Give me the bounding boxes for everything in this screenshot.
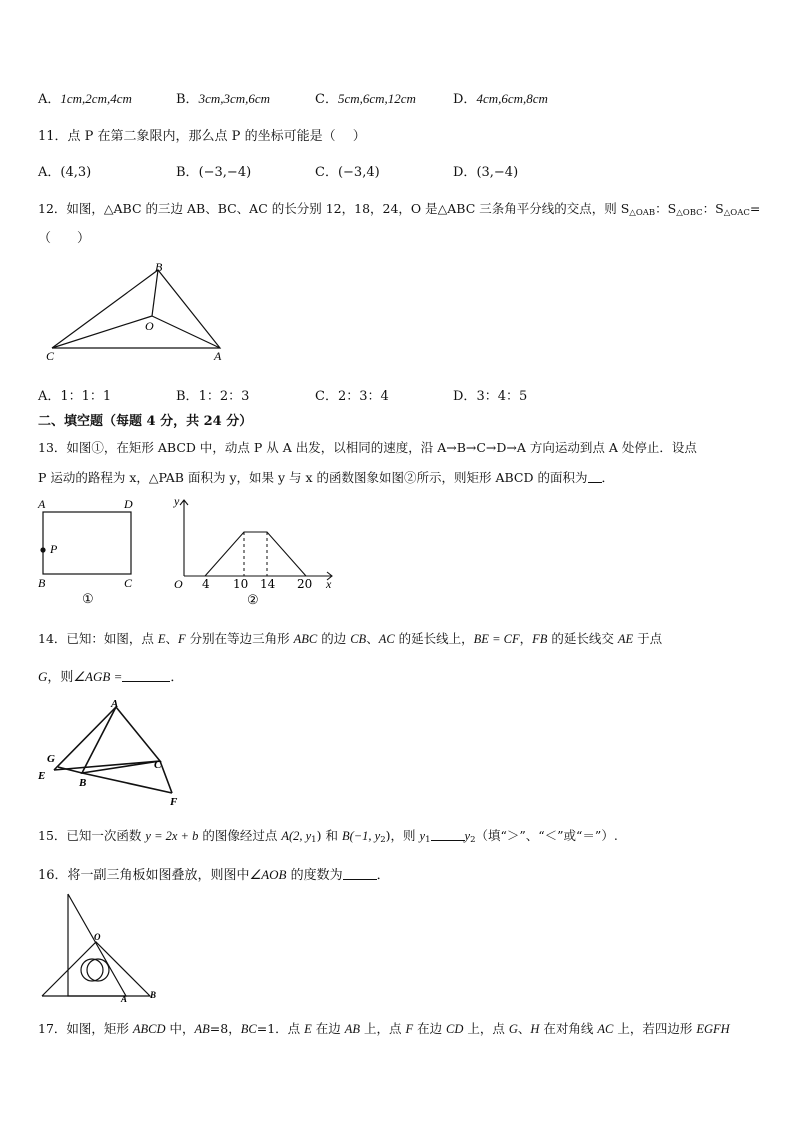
q13-answer-blank[interactable]	[588, 470, 602, 483]
q13-label-d: D	[124, 497, 133, 511]
q13-rectangle-figure	[34, 494, 146, 606]
q11-option-a: A．(4,3)	[38, 165, 92, 180]
q14-label-a: A	[111, 698, 119, 710]
q13-function-graph	[170, 492, 340, 608]
q11-option-c: C．(−3,4)	[315, 165, 380, 180]
q13-caption-2: ②	[247, 593, 259, 608]
q12-label-c: C	[46, 349, 55, 363]
q13-tick-4: 4	[202, 577, 210, 591]
q14-line2: G，则∠AGB = ．	[38, 669, 184, 685]
q16-stem: 16．将一副三角板如图叠放，则图中∠AOB 的度数为 ．	[38, 867, 390, 883]
q14-triangle-figure	[34, 695, 194, 810]
q13-point-p	[40, 547, 45, 552]
q13-axis-x: x	[326, 577, 332, 591]
q14-answer-blank[interactable]	[122, 669, 170, 682]
q13-tick-20: 20	[297, 577, 313, 591]
q13-axis-y: y	[174, 494, 180, 508]
q10-option-a: A．1cm,2cm,4cm	[38, 91, 132, 107]
q10-option-b: B．3cm,3cm,6cm	[176, 91, 271, 107]
q14-label-e: E	[38, 770, 46, 782]
q13-line2: P 运动的路程为 x，△PAB 面积为 y，如果 y 与 x 的函数图象如图②所示，则矩形 ABCD 的面积为 ．	[38, 470, 615, 485]
q14-label-f: F	[170, 796, 178, 808]
q11-option-d: D．(3,−4)	[453, 165, 519, 180]
q16-label-a: A	[121, 994, 128, 1004]
q14-label-c: C	[154, 759, 162, 771]
q13-tick-10: 10	[233, 577, 249, 591]
q12-label-o: O	[145, 319, 154, 333]
q17-stem: 17．如图，矩形 ABCD 中，AB=8，BC=1．点 E 在边 AB 上，点 F 在边 CD 上，点 G、H 在对角线 AC 上，若四边形 EGFH	[38, 1021, 730, 1036]
q12-stem-line2: （ ）	[38, 231, 91, 246]
q14-label-b: B	[79, 777, 87, 789]
q12-triangle-figure	[40, 258, 240, 368]
q16-answer-blank[interactable]	[343, 867, 377, 880]
q10-option-d: D．4cm,6cm,8cm	[453, 91, 548, 107]
q13-label-p: P	[50, 542, 58, 556]
q11-stem: 11．点 P 在第二象限内，那么点 P 的坐标可能是（ ）	[38, 129, 366, 144]
q14-label-g: G	[47, 753, 55, 765]
q12-option-d: D．3：4：5	[453, 389, 528, 404]
q11-option-b: B．(−3,−4)	[176, 165, 252, 180]
q13-line1: 13．如图①，在矩形 ABCD 中，动点 P 从 A 出发，以相同的速度，沿 A→B→C→D→A 方向运动到点 A 处停止．设点	[38, 440, 697, 455]
q14-line1: 14．已知：如图，点 E、F 分别在等边三角形 ABC 的边 CB、AC 的延长线上，BE = CF，FB 的延长线交 AE 于点	[38, 631, 663, 646]
q13-label-c: C	[124, 576, 133, 590]
q10-option-c: C．5cm,6cm,12cm	[315, 91, 416, 107]
q12-label-b: B	[155, 260, 163, 274]
q13-caption-1: ①	[82, 592, 94, 606]
q16-label-o: O	[94, 932, 101, 942]
q13-label-b: B	[38, 576, 46, 590]
q12-option-b: B．1：2：3	[176, 389, 250, 404]
q16-label-b: B	[150, 990, 157, 1000]
q13-label-a: A	[38, 497, 46, 511]
q12-option-a: A．1：1：1	[38, 389, 112, 404]
q16-set-squares-figure	[38, 890, 168, 1005]
q13-tick-14: 14	[260, 577, 276, 591]
q15-stem: 15．已知一次函数 y = 2x + b 的图像经过点 A(2, $y_1$) 和 B(−1, $y_2$)，则 $y_1$ $y_2$（填“＞”、“＜”或“＝”）.	[38, 828, 618, 845]
q12-label-a: A	[214, 349, 222, 363]
q13-origin: O	[174, 577, 183, 591]
q12-stem: 12．如图，△ABC 的三边 AB、BC、AC 的长分别 12，18，24，O 是△ABC 三条角平分线的交点，则 $S_{\triangle OAB}$：$S_{\triangle OBC}$：$S_{\triangle OAC}=$	[38, 201, 761, 218]
q12-option-c: C．2：3：4	[315, 389, 389, 404]
q15-answer-blank[interactable]	[431, 828, 465, 841]
section-2-heading: 二、填空题（每题 4 分，共 24 分）	[38, 414, 253, 429]
